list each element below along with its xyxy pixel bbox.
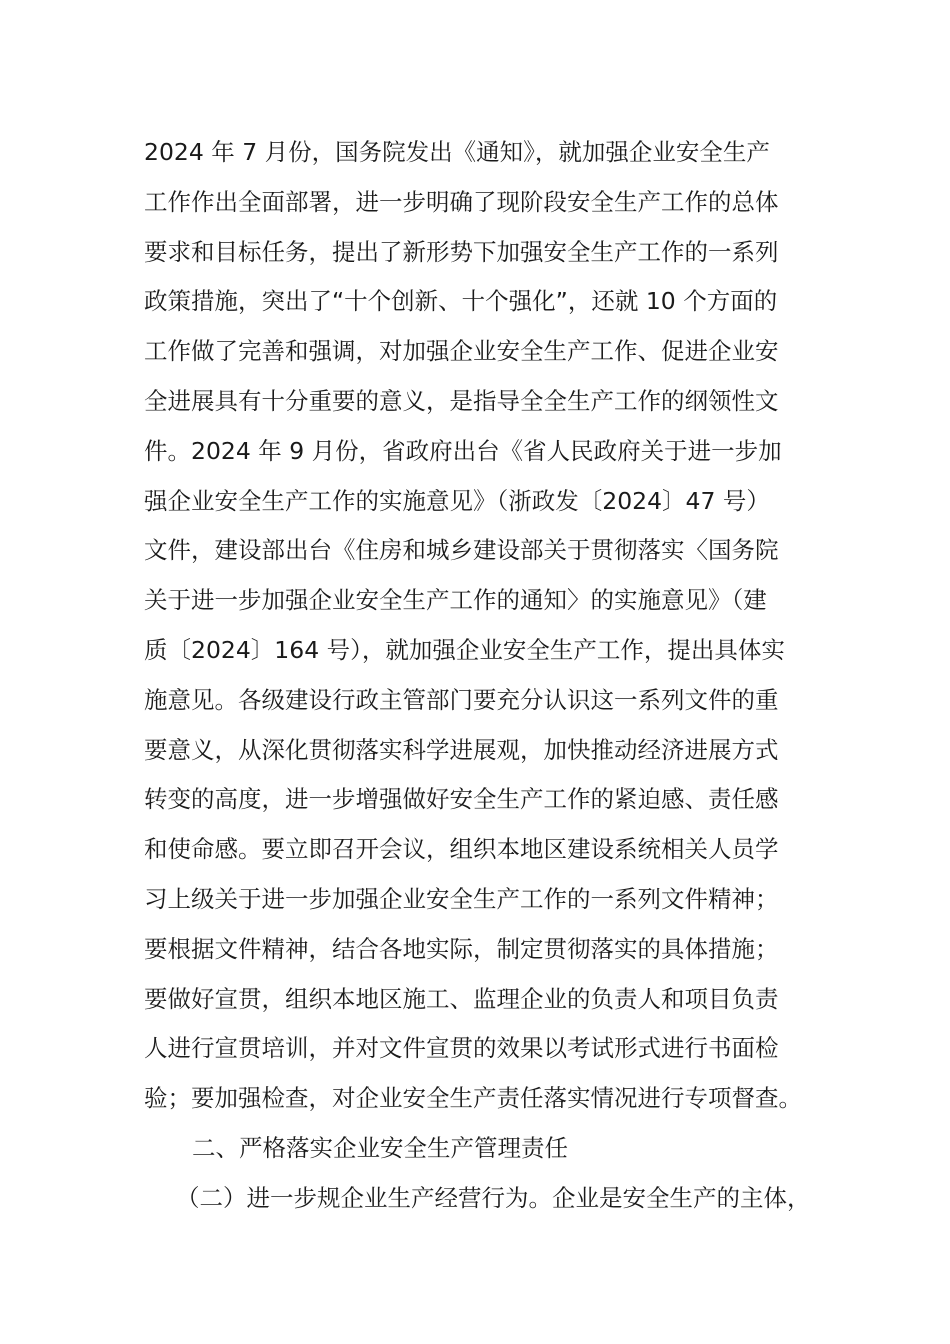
paragraph-line: 文件，建设部出台《住房和城乡建设部关于贯彻落实〈国务院: [144, 536, 779, 565]
paragraph-line: 质〔2024〕164 号），就加强企业安全生产工作，提出具体实: [144, 635, 785, 664]
paragraph-line: 要意义，从深化贯彻落实科学进展观，加快推动经济进展方式: [144, 735, 779, 764]
paragraph-line: 施意见。各级建设行政主管部门要充分认识这一系列文件的重: [144, 685, 779, 714]
body-text: [144, 128, 824, 1224]
paragraph-line: 强企业安全生产工作的实施意见》（浙政发〔2024〕47 号）: [144, 486, 770, 515]
section-heading: 二、严格落实企业安全生产管理责任: [192, 1133, 568, 1162]
paragraph-line: 政策措施，突出了“十个创新、十个强化”，还就 10 个方面的: [144, 287, 778, 316]
paragraph-line: 工作做了完善和强调，对加强企业安全生产工作、促进企业安: [144, 337, 779, 366]
paragraph-line: 关于进一步加强企业安全生产工作的通知〉的实施意见》（建: [144, 586, 767, 615]
paragraph-line: 验；要加强检查，对企业安全生产责任落实情况进行专项督查。: [144, 1084, 802, 1113]
paragraph-line: 和使命感。要立即召开会议，组织本地区建设系统相关人员学: [144, 835, 779, 864]
paragraph-line: 件。2024 年 9 月份，省政府出台《省人民政府关于进一步加: [144, 436, 782, 465]
paragraph-line: 要做好宣贯，组织本地区施工、监理企业的负责人和项目负责: [144, 984, 779, 1013]
subsection-line: （二）进一步规企业生产经营行为。企业是安全生产的主体，: [176, 1183, 811, 1212]
paragraph-line: 要根据文件精神，结合各地实际，制定贯彻落实的具体措施；: [144, 934, 779, 963]
paragraph-line: 工作作出全面部署，进一步明确了现阶段安全生产工作的总体: [144, 187, 779, 216]
paragraph-line: 习上级关于进一步加强企业安全生产工作的一系列文件精神；: [144, 884, 779, 913]
paragraph-line: 转变的高度，进一步增强做好安全生产工作的紧迫感、责任感: [144, 785, 779, 814]
paragraph-line: 2024 年 7 月份，国务院发出《通知》，就加强企业安全生产: [144, 138, 770, 166]
paragraph-line: 要求和目标任务，提出了新形势下加强安全生产工作的一系列: [144, 237, 779, 266]
paragraph-line: 全进展具有十分重要的意义，是指导全全生产工作的纲领性文: [144, 386, 779, 415]
paragraph-line: 人进行宣贯培训，并对文件宣贯的效果以考试形式进行书面检: [144, 1034, 779, 1063]
